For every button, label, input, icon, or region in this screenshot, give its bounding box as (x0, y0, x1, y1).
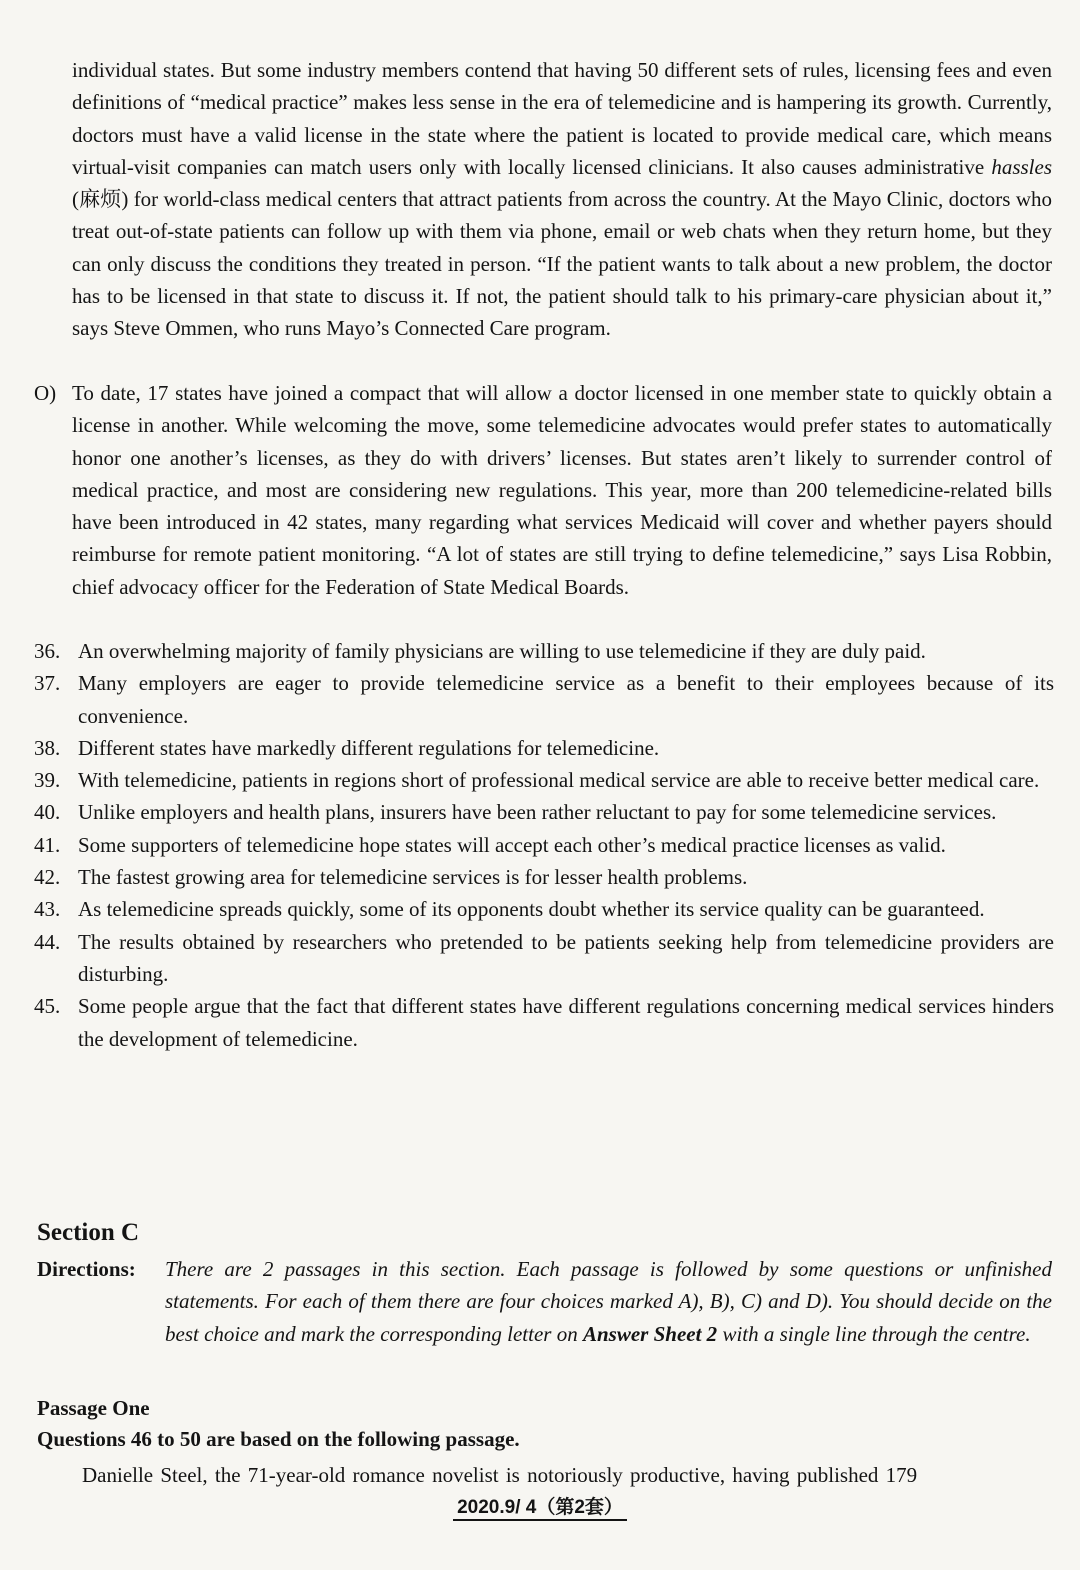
paragraph-label: O) (34, 381, 57, 405)
directions-text-part2: with a single line through the centre. (717, 1321, 1031, 1346)
section-title: Section C (37, 1219, 140, 1246)
chinese-gloss: (麻烦) (72, 187, 134, 212)
item-text: Different states have markedly different regulations for telemedicine. (78, 735, 660, 760)
statement-item (34, 732, 1054, 764)
footer-text: 2020.9/ 4（第2套） (453, 1497, 627, 1521)
item-number: 38. (34, 735, 61, 760)
item-text: As telemedicine spreads quickly, some of its opponents doubt whether its service quality can be guaranteed. (78, 897, 985, 922)
paragraph-text-part1: individual states. But some industry members contend that having 50 different sets of rules, licensing fees and even definitions of “medical practice” makes less sense in the era of telemedicine and is hampering its growth. Currently, doctors must have a valid license in the state where the patient is located to provide medical care, which means virtual-visit companies can match users only with locally licensed clinicians. It also causes administrative (72, 58, 1052, 179)
directions-text-part1: There are 2 passages in this section. Each passage is followed by some questions or unfinished statements. For each of them there are four choices marked A), B), C) and D). You should decide on the best choice and mark the corresponding letter on (165, 1257, 1052, 1346)
directions-text (165, 1253, 1052, 1350)
item-text: Some supporters of telemedicine hope states will accept each other’s medical practice licenses as valid. (78, 832, 946, 857)
item-number: 41. (34, 832, 61, 857)
item-text: An overwhelming majority of family physicians are willing to use telemedicine if they are duly paid. (78, 639, 926, 663)
paragraph-text-part2: for world-class medical centers that attract patients from across the country. At the Mayo Clinic, doctors who treat out-of-state patients can follow up with them via phone, email or web chats when they return home, but they can only discuss the conditions they treated in person. “If the patient wants to talk about a new problem, the doctor has to be licensed in that state to discuss it. If not, the patient should talk to his primary-care physician about it,” says Steve Ommen, who runs Mayo’s Connected Care program. (72, 187, 1052, 341)
answer-sheet-ref: Answer Sheet 2 (582, 1321, 718, 1346)
item-number: 45. (34, 994, 61, 1019)
italic-word-hassles: hassles (991, 154, 1052, 179)
statement-item (34, 667, 1054, 732)
statement-item (34, 893, 1054, 925)
continued-paragraph (72, 54, 1052, 345)
questions-note: Questions 46 to 50 are based on the following passage. (37, 1427, 520, 1451)
directions-label: Directions: (37, 1257, 136, 1281)
directions (37, 1253, 1052, 1350)
item-number: 36. (34, 639, 61, 663)
statement-item (34, 829, 1054, 861)
item-text: Unlike employers and health plans, insurers have been rather reluctant to pay for some telemedicine services. (78, 800, 997, 825)
item-text: Many employers are eager to provide telemedicine service as a benefit to their employees because of its convenience. (78, 671, 1054, 728)
item-number: 37. (34, 671, 61, 696)
statement-item (34, 796, 1054, 828)
item-text: With telemedicine, patients in regions short of professional medical service are able to receive better medical care. (78, 768, 1040, 793)
item-number: 42. (34, 865, 61, 890)
item-text: The fastest growing area for telemedicine services is for lesser health problems. (78, 865, 748, 890)
statement-item (34, 635, 1054, 667)
statement-item (34, 764, 1054, 796)
item-number: 40. (34, 800, 61, 825)
paragraph-text: To date, 17 states have joined a compact that will allow a doctor licensed in one member state to quickly obtain a license in another. While welcoming the move, some telemedicine advocates would prefer states to automatically honor one another’s licenses, as they do with drivers’ licenses. But states aren’t likely to surrender control of medical practice, and most are considering new regulations. This year, more than 200 telemedicine-related bills have been introduced in 42 states, many regarding what services Medicaid will cover and whether payers should reimburse for remote patient monitoring. “A lot of states are still trying to define telemedicine,” says Lisa Robbin, chief advocacy officer for the Federation of State Medical Boards. (72, 381, 1052, 599)
paragraph-o (34, 377, 1052, 603)
passage-start: Danielle Steel, the 71-year-old romance novelist is notoriously productive, having published 179 (82, 1463, 918, 1487)
statement-item (34, 861, 1054, 893)
passage-title: Passage One (37, 1396, 150, 1420)
page-footer (0, 1492, 1080, 1524)
item-number: 39. (34, 768, 61, 793)
item-number: 44. (34, 929, 61, 954)
item-text: The results obtained by researchers who pretended to be patients seeking help from telemedicine providers are disturbing. (78, 929, 1054, 986)
statement-item (34, 990, 1054, 1055)
statement-list (34, 635, 1054, 1055)
item-number: 43. (34, 897, 61, 922)
item-text: Some people argue that the fact that different states have different regulations concerning medical services hinders the development of telemedicine. (78, 994, 1054, 1051)
statement-item (34, 926, 1054, 991)
